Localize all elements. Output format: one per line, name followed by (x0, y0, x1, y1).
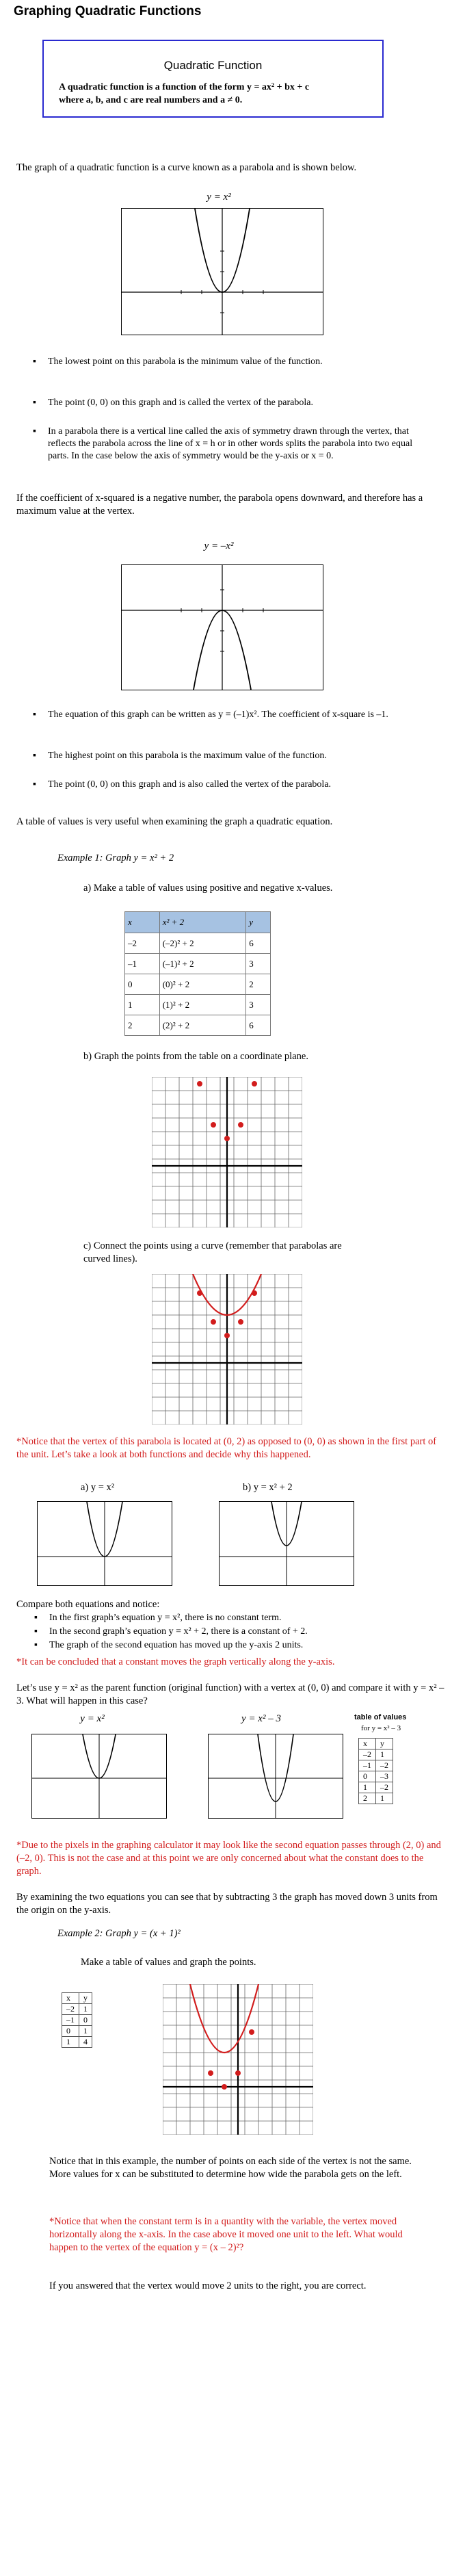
compare-heading: Compare both equations and notice: (16, 1599, 160, 1610)
bullet-axis: ▪ In a parabola there is a vertical line called the axis of symmetry drawn through the vertex, that reflects the parabola across the line of x = h or in other words splits the parabola into two equal parts. In the case below the axis of symmetry would be the y-axis or x = 0. (48, 426, 417, 463)
plot-point (222, 2084, 227, 2090)
plot-point (235, 2070, 241, 2076)
table-row: 1 –2 (359, 1782, 393, 1793)
bullet-vertex-2: ▪ The point (0, 0) on this graph and is also called the vertex of the parabola. (48, 779, 417, 791)
compare-bullet-2: ▪ In the second graph’s equation y = x² + 2, there is a constant of + 2. (49, 1626, 418, 1638)
table-row: 1 (1)² + 2 3 (125, 995, 271, 1015)
table-row: –2 1 (62, 2004, 92, 2015)
pixels-note: *Due to the pixels in the graphing calculator it may look like the second equation passes through (2, 0) and (–2, 0). This is not the case and at this point we are only concerned about what the constant does to the graph. (16, 1840, 441, 1877)
plot-point (249, 2029, 254, 2035)
page-title: Graphing Quadratic Functions (14, 4, 202, 18)
small-table-title: table of values (354, 1713, 407, 1721)
parent-graph (31, 1734, 167, 1819)
example2-heading: Example 2: Graph y = (x + 1)² (57, 1928, 181, 1939)
lets-use-text: Let’s use y = x² as the parent function (original function) with a vertex at (0, 0) and compare it with y = x² – 3. What will happen in this case? (16, 1682, 444, 1706)
table-row: –1 (–1)² + 2 3 (125, 954, 271, 974)
compare-graph-b (219, 1501, 354, 1586)
bullet-maximum: ▪ The highest point on this parabola is the maximum value of the function. (48, 750, 417, 762)
example2-grid (163, 1984, 313, 2135)
graph2-label: y = –x² (204, 541, 234, 551)
plot-point (224, 1136, 230, 1141)
small-values-table: x y –2 1 –1 –2 0 –3 1 –2 2 1 (358, 1738, 393, 1804)
plot-point (224, 1333, 230, 1338)
notice-vertex: *Notice that the vertex of this parabola is located at (0, 2) as opposed to (0, 0) as shown in the first part of the unit. Let’s take a look at both functions and decide why this happened. (16, 1436, 437, 1460)
step-a: a) Make a table of values using positive and negative x-values. (83, 883, 333, 894)
intro-text: The graph of a quadratic function is a curve known as a parabola and is shown below. (16, 162, 357, 173)
graph1-label: y = x² (207, 192, 231, 203)
plot-point (197, 1081, 202, 1087)
compare-bullet-3: ▪ The graph of the second equation has moved up the y-axis 2 units. (49, 1639, 418, 1652)
notice-points: Notice that in this example, the number of points on each side of the vertex is not the same. More values for x can be substituted to determine how wide the parabola gets on the left. (49, 2156, 412, 2180)
step-b: b) Graph the points from the table on a coordinate plane. (83, 1051, 308, 1062)
table-row: 1 4 (62, 2037, 92, 2048)
graph-c2-label: y = x² – 3 (241, 1713, 281, 1724)
make-table-text: Make a table of values and graph the points. (81, 1957, 256, 1968)
table-header: x² + 2 (159, 912, 246, 933)
bullet-equation: ▪ The equation of this graph can be written as y = (–1)x². The coefficient of x-square is –1. (48, 709, 417, 721)
plot-point (211, 1122, 216, 1128)
table-row: –1 –2 (359, 1760, 393, 1771)
table-row: 2 (2)² + 2 6 (125, 1015, 271, 1036)
answer-text: If you answered that the vertex would move 2 units to the right, you are correct. (49, 2280, 367, 2291)
negative-text: If the coefficient of x-squared is a negative number, the parabola opens downward, and therefore has a maximum value at the vertex. (16, 493, 423, 517)
shifted-down-graph (208, 1734, 343, 1819)
table-intro: A table of values is very useful when examining the graph a quadratic equation. (16, 816, 333, 827)
conclusion: *It can be concluded that a constant moves the graph vertically along the y-axis. (16, 1656, 335, 1667)
parabola-graph-down (121, 564, 323, 690)
notice-horizontal: *Notice that when the constant term is in a quantity with the variable, the vertex moved horizontally along the x-axis. In the case above it moved one unit to the left. What would happen to the vertex of the equation y = (x – 2)²? (49, 2216, 403, 2253)
plot-point (197, 1290, 202, 1296)
bullet-minimum: ▪ The lowest point on this parabola is the minimum value of the function. (48, 356, 417, 368)
plot-point (238, 1319, 243, 1325)
plot-point (252, 1081, 257, 1087)
definition-line-1: A quadratic function is a function of the form y = ax² + bx + c (59, 82, 310, 92)
definition-box (42, 40, 384, 118)
plot-point (211, 1319, 216, 1325)
table-row: –1 0 (62, 2015, 92, 2026)
plot-point (238, 1122, 243, 1128)
values-table-1 (124, 911, 271, 1036)
table-row: 0 –3 (359, 1771, 393, 1782)
definition-line-2: where a, b, and c are real numbers and a ≠ 0. (59, 95, 243, 105)
bullet-vertex: ▪ The point (0, 0) on this graph and is called the vertex of the parabola. (48, 397, 417, 409)
table-header: y (246, 912, 271, 933)
definition-heading: Quadratic Function (163, 59, 263, 72)
plot-point (252, 1290, 257, 1296)
curve-grid (152, 1274, 302, 1424)
plot-point (208, 2070, 213, 2076)
compare-a-label: a) y = x² (81, 1482, 115, 1493)
values-table-2: x y –2 1 –1 0 0 1 1 4 (62, 1992, 92, 2048)
compare-bullet-1: ▪ In the first graph’s equation y = x², there is no constant term. (49, 1612, 418, 1624)
table-row: 2 1 (359, 1793, 393, 1804)
subtract-note: By examining the two equations you can see that by subtracting 3 the graph has moved down 3 units from the origin on the y-axis. (16, 1892, 438, 1916)
example1-heading: Example 1: Graph y = x² + 2 (57, 853, 174, 863)
compare-b-label: b) y = x² + 2 (243, 1482, 293, 1493)
table-header: x (125, 912, 160, 933)
small-table-subtitle: for y = x² – 3 (361, 1724, 401, 1732)
step-c: c) Connect the points using a curve (remember that parabolas are curved lines). (83, 1240, 342, 1264)
table-row: –2 1 (359, 1749, 393, 1760)
compare-graph-a (37, 1501, 172, 1586)
table-row: 0 (0)² + 2 2 (125, 974, 271, 995)
table-row: –2 (–2)² + 2 6 (125, 933, 271, 954)
graph-c1-label: y = x² (80, 1713, 105, 1724)
table-row: 0 1 (62, 2026, 92, 2037)
points-grid (152, 1077, 302, 1227)
parabola-graph-up (121, 208, 323, 335)
